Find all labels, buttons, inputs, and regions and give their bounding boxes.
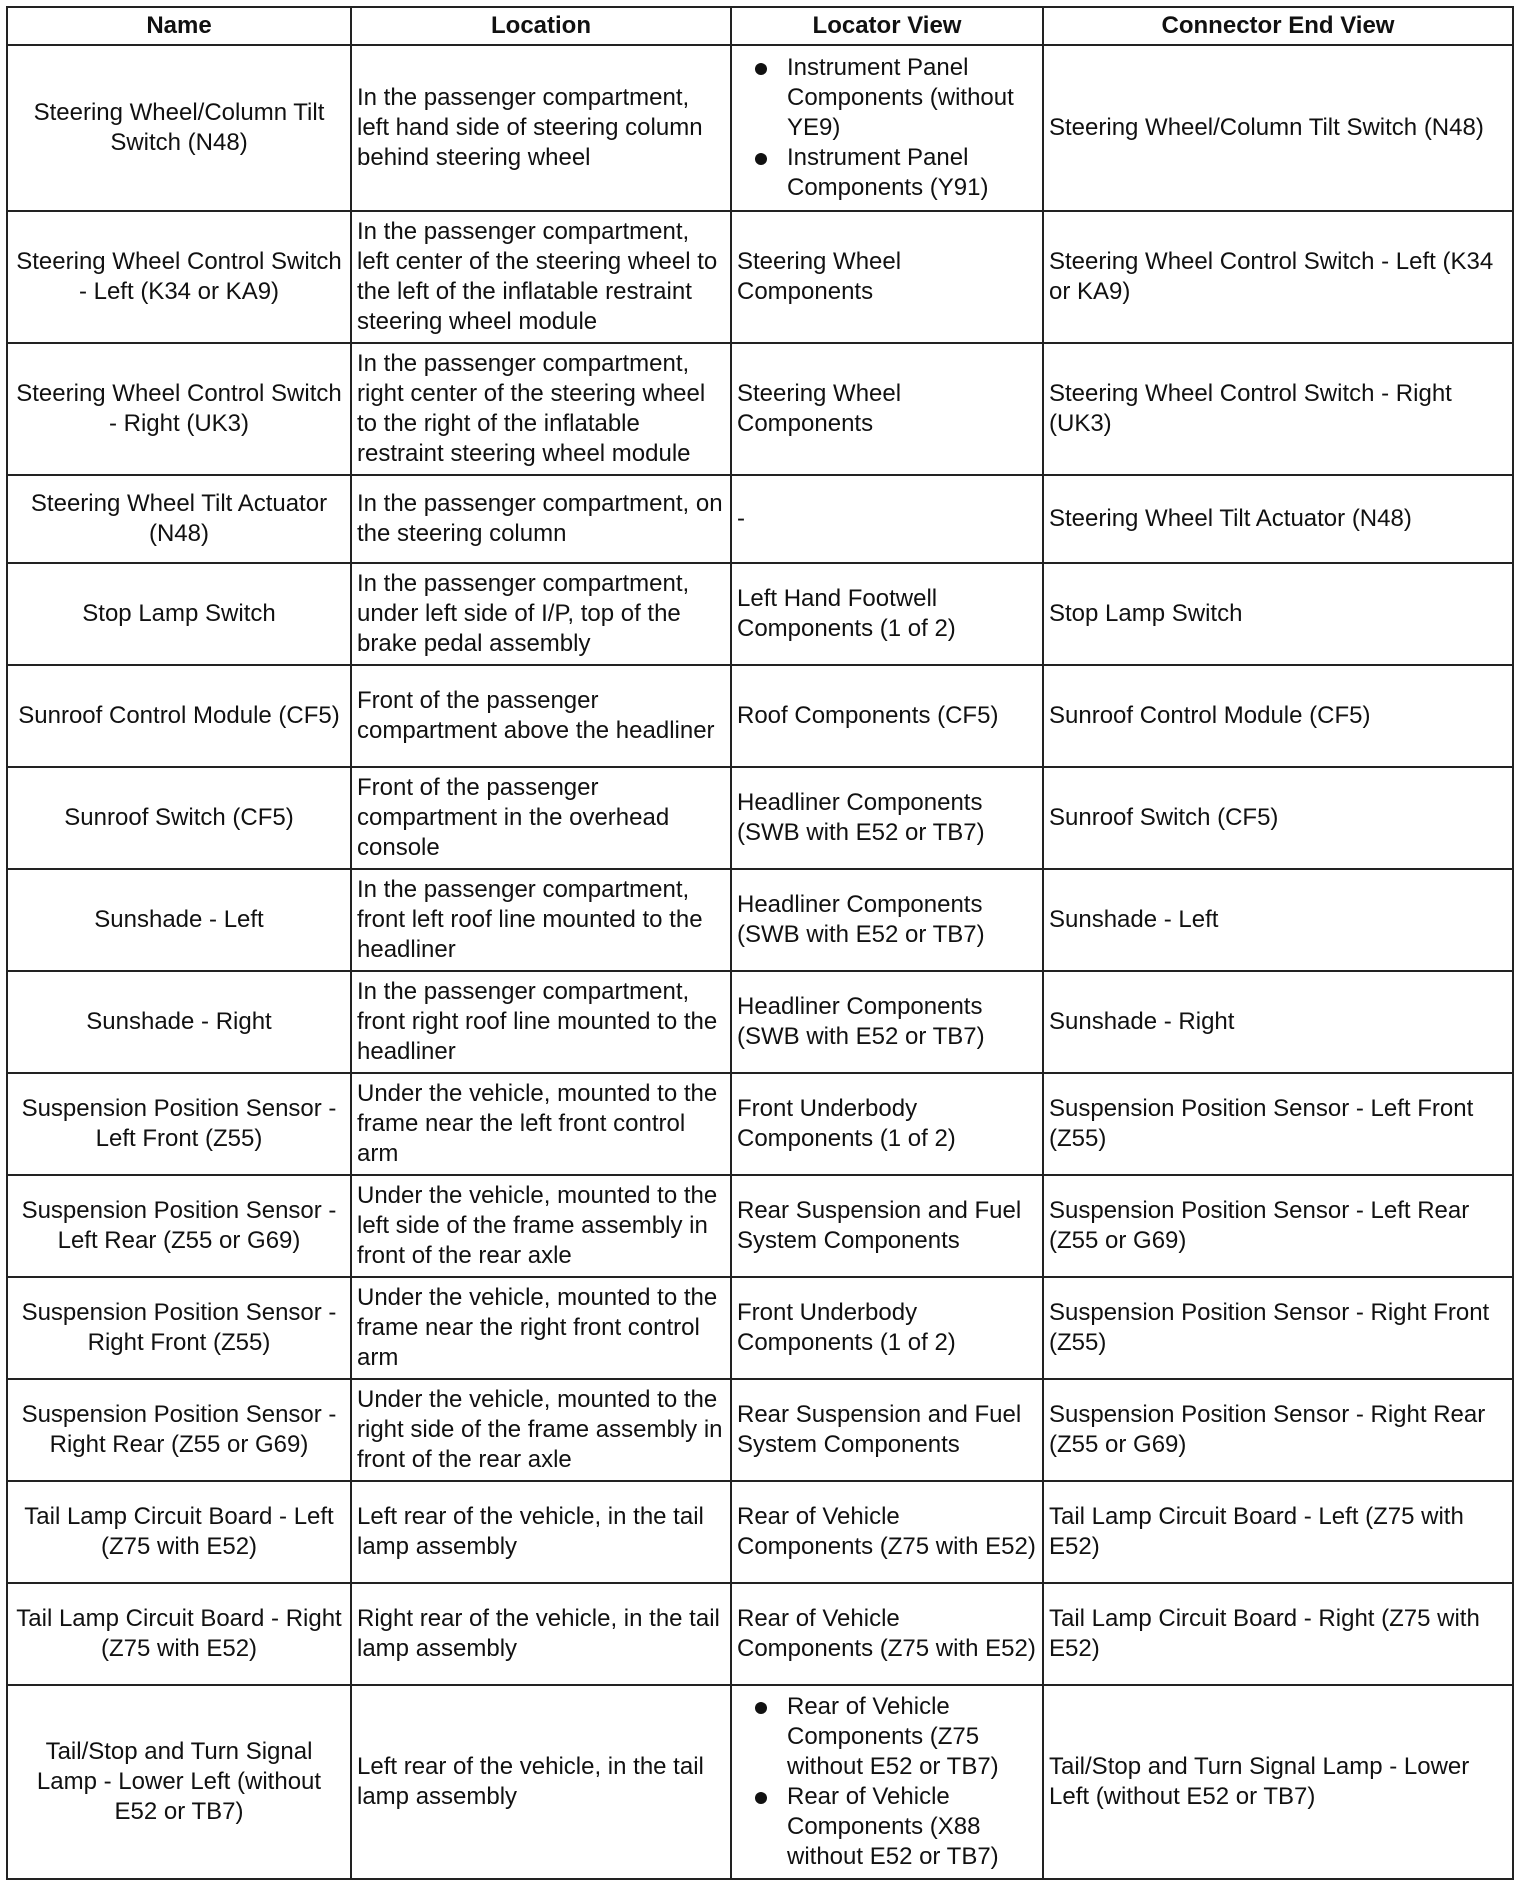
cell-location: In the passenger compartment, under left side of I/P, top of the brake pedal assembly xyxy=(351,563,731,665)
cell-locator-view: Front Underbody Components (1 of 2) xyxy=(731,1073,1043,1175)
cell-locator-view: Headliner Components (SWB with E52 or TB7) xyxy=(731,869,1043,971)
cell-connector-end-view: Sunshade - Right xyxy=(1043,971,1513,1073)
table-row xyxy=(7,1073,1513,1175)
cell-connector-end-view: Suspension Position Sensor - Left Front (Z55) xyxy=(1043,1073,1513,1175)
component-locator-table xyxy=(6,6,1514,1880)
cell-location: In the passenger compartment, right center of the steering wheel to the right of the inflatable restraint steering wheel module xyxy=(351,343,731,475)
cell-locator-view: - xyxy=(731,475,1043,563)
cell-locator-view xyxy=(731,45,1043,211)
locator-view-text: Rear of Vehicle Components (Z75 without E52 or TB7) xyxy=(787,1693,999,1780)
locator-view-list-item xyxy=(737,1782,1037,1872)
cell-location: Right rear of the vehicle, in the tail lamp assembly xyxy=(351,1583,731,1685)
table-row xyxy=(7,665,1513,767)
bullet-icon xyxy=(755,1702,767,1714)
bullet-icon xyxy=(755,1792,767,1804)
locator-view-text: Instrument Panel Components (without YE9) xyxy=(787,54,1014,141)
cell-name: Tail/Stop and Turn Signal Lamp - Lower Left (without E52 or TB7) xyxy=(7,1685,351,1879)
cell-location: Under the vehicle, mounted to the right side of the frame assembly in front of the rear axle xyxy=(351,1379,731,1481)
cell-location: In the passenger compartment, on the steering column xyxy=(351,475,731,563)
bullet-icon xyxy=(755,153,767,165)
cell-name: Steering Wheel/Column Tilt Switch (N48) xyxy=(7,45,351,211)
cell-connector-end-view: Tail Lamp Circuit Board - Left (Z75 with E52) xyxy=(1043,1481,1513,1583)
cell-name: Sunshade - Right xyxy=(7,971,351,1073)
cell-locator-view: Rear Suspension and Fuel System Components xyxy=(731,1175,1043,1277)
cell-name: Tail Lamp Circuit Board - Left (Z75 with E52) xyxy=(7,1481,351,1583)
cell-locator-view: Headliner Components (SWB with E52 or TB7) xyxy=(731,971,1043,1073)
table-row xyxy=(7,563,1513,665)
locator-view-list xyxy=(737,53,1037,203)
table-row xyxy=(7,971,1513,1073)
cell-connector-end-view: Tail/Stop and Turn Signal Lamp - Lower Left (without E52 or TB7) xyxy=(1043,1685,1513,1879)
table-row xyxy=(7,1685,1513,1879)
cell-name: Sunshade - Left xyxy=(7,869,351,971)
header-connector-end-view: Connector End View xyxy=(1043,7,1513,45)
cell-name: Steering Wheel Control Switch - Right (UK3) xyxy=(7,343,351,475)
cell-connector-end-view: Suspension Position Sensor - Right Front (Z55) xyxy=(1043,1277,1513,1379)
cell-connector-end-view: Sunroof Control Module (CF5) xyxy=(1043,665,1513,767)
locator-view-list-item xyxy=(737,1692,1037,1782)
locator-view-text: Instrument Panel Components (Y91) xyxy=(787,144,989,201)
cell-location: Front of the passenger compartment above the headliner xyxy=(351,665,731,767)
document-page xyxy=(6,6,1512,1870)
cell-name: Tail Lamp Circuit Board - Right (Z75 with E52) xyxy=(7,1583,351,1685)
cell-locator-view: Roof Components (CF5) xyxy=(731,665,1043,767)
table-row xyxy=(7,343,1513,475)
table-row xyxy=(7,1583,1513,1685)
cell-name: Suspension Position Sensor - Right Rear (Z55 or G69) xyxy=(7,1379,351,1481)
cell-name: Suspension Position Sensor - Left Front (Z55) xyxy=(7,1073,351,1175)
header-name: Name xyxy=(7,7,351,45)
cell-connector-end-view: Steering Wheel Tilt Actuator (N48) xyxy=(1043,475,1513,563)
locator-view-list xyxy=(737,1692,1037,1872)
header-locator-view: Locator View xyxy=(731,7,1043,45)
cell-name: Suspension Position Sensor - Right Front (Z55) xyxy=(7,1277,351,1379)
cell-locator-view: Steering Wheel Components xyxy=(731,343,1043,475)
table-body xyxy=(7,45,1513,1879)
table-row xyxy=(7,475,1513,563)
cell-locator-view xyxy=(731,1685,1043,1879)
table-row xyxy=(7,45,1513,211)
cell-location: Left rear of the vehicle, in the tail lamp assembly xyxy=(351,1685,731,1879)
cell-name: Sunroof Control Module (CF5) xyxy=(7,665,351,767)
table-row xyxy=(7,1175,1513,1277)
cell-connector-end-view: Tail Lamp Circuit Board - Right (Z75 with E52) xyxy=(1043,1583,1513,1685)
cell-location: In the passenger compartment, front right roof line mounted to the headliner xyxy=(351,971,731,1073)
cell-connector-end-view: Steering Wheel Control Switch - Left (K34 or KA9) xyxy=(1043,211,1513,343)
cell-locator-view: Rear of Vehicle Components (Z75 with E52) xyxy=(731,1481,1043,1583)
cell-locator-view: Steering Wheel Components xyxy=(731,211,1043,343)
cell-location: Left rear of the vehicle, in the tail lamp assembly xyxy=(351,1481,731,1583)
cell-locator-view: Headliner Components (SWB with E52 or TB7) xyxy=(731,767,1043,869)
table-header-row xyxy=(7,7,1513,45)
cell-name: Stop Lamp Switch xyxy=(7,563,351,665)
cell-connector-end-view: Sunshade - Left xyxy=(1043,869,1513,971)
table-row xyxy=(7,767,1513,869)
header-location: Location xyxy=(351,7,731,45)
cell-connector-end-view: Suspension Position Sensor - Left Rear (Z55 or G69) xyxy=(1043,1175,1513,1277)
locator-view-list-item xyxy=(737,53,1037,143)
cell-name: Steering Wheel Tilt Actuator (N48) xyxy=(7,475,351,563)
cell-location: Front of the passenger compartment in the overhead console xyxy=(351,767,731,869)
table-row xyxy=(7,1481,1513,1583)
cell-name: Suspension Position Sensor - Left Rear (Z55 or G69) xyxy=(7,1175,351,1277)
cell-connector-end-view: Steering Wheel/Column Tilt Switch (N48) xyxy=(1043,45,1513,211)
cell-location: Under the vehicle, mounted to the frame near the right front control arm xyxy=(351,1277,731,1379)
table-row xyxy=(7,211,1513,343)
cell-location: In the passenger compartment, front left roof line mounted to the headliner xyxy=(351,869,731,971)
locator-view-text: Rear of Vehicle Components (X88 without E52 or TB7) xyxy=(787,1783,999,1870)
cell-location: Under the vehicle, mounted to the left side of the frame assembly in front of the rear axle xyxy=(351,1175,731,1277)
cell-connector-end-view: Sunroof Switch (CF5) xyxy=(1043,767,1513,869)
cell-connector-end-view: Stop Lamp Switch xyxy=(1043,563,1513,665)
table-row xyxy=(7,1379,1513,1481)
cell-name: Steering Wheel Control Switch - Left (K34 or KA9) xyxy=(7,211,351,343)
bullet-icon xyxy=(755,63,767,75)
cell-location: In the passenger compartment, left hand side of steering column behind steering wheel xyxy=(351,45,731,211)
cell-locator-view: Front Underbody Components (1 of 2) xyxy=(731,1277,1043,1379)
cell-name: Sunroof Switch (CF5) xyxy=(7,767,351,869)
cell-location: Under the vehicle, mounted to the frame near the left front control arm xyxy=(351,1073,731,1175)
cell-locator-view: Rear Suspension and Fuel System Components xyxy=(731,1379,1043,1481)
locator-view-list-item xyxy=(737,143,1037,203)
cell-connector-end-view: Suspension Position Sensor - Right Rear (Z55 or G69) xyxy=(1043,1379,1513,1481)
cell-connector-end-view: Steering Wheel Control Switch - Right (UK3) xyxy=(1043,343,1513,475)
cell-locator-view: Rear of Vehicle Components (Z75 with E52) xyxy=(731,1583,1043,1685)
cell-location: In the passenger compartment, left center of the steering wheel to the left of the inflatable restraint steering wheel module xyxy=(351,211,731,343)
table-row xyxy=(7,1277,1513,1379)
cell-locator-view: Left Hand Footwell Components (1 of 2) xyxy=(731,563,1043,665)
table-row xyxy=(7,869,1513,971)
